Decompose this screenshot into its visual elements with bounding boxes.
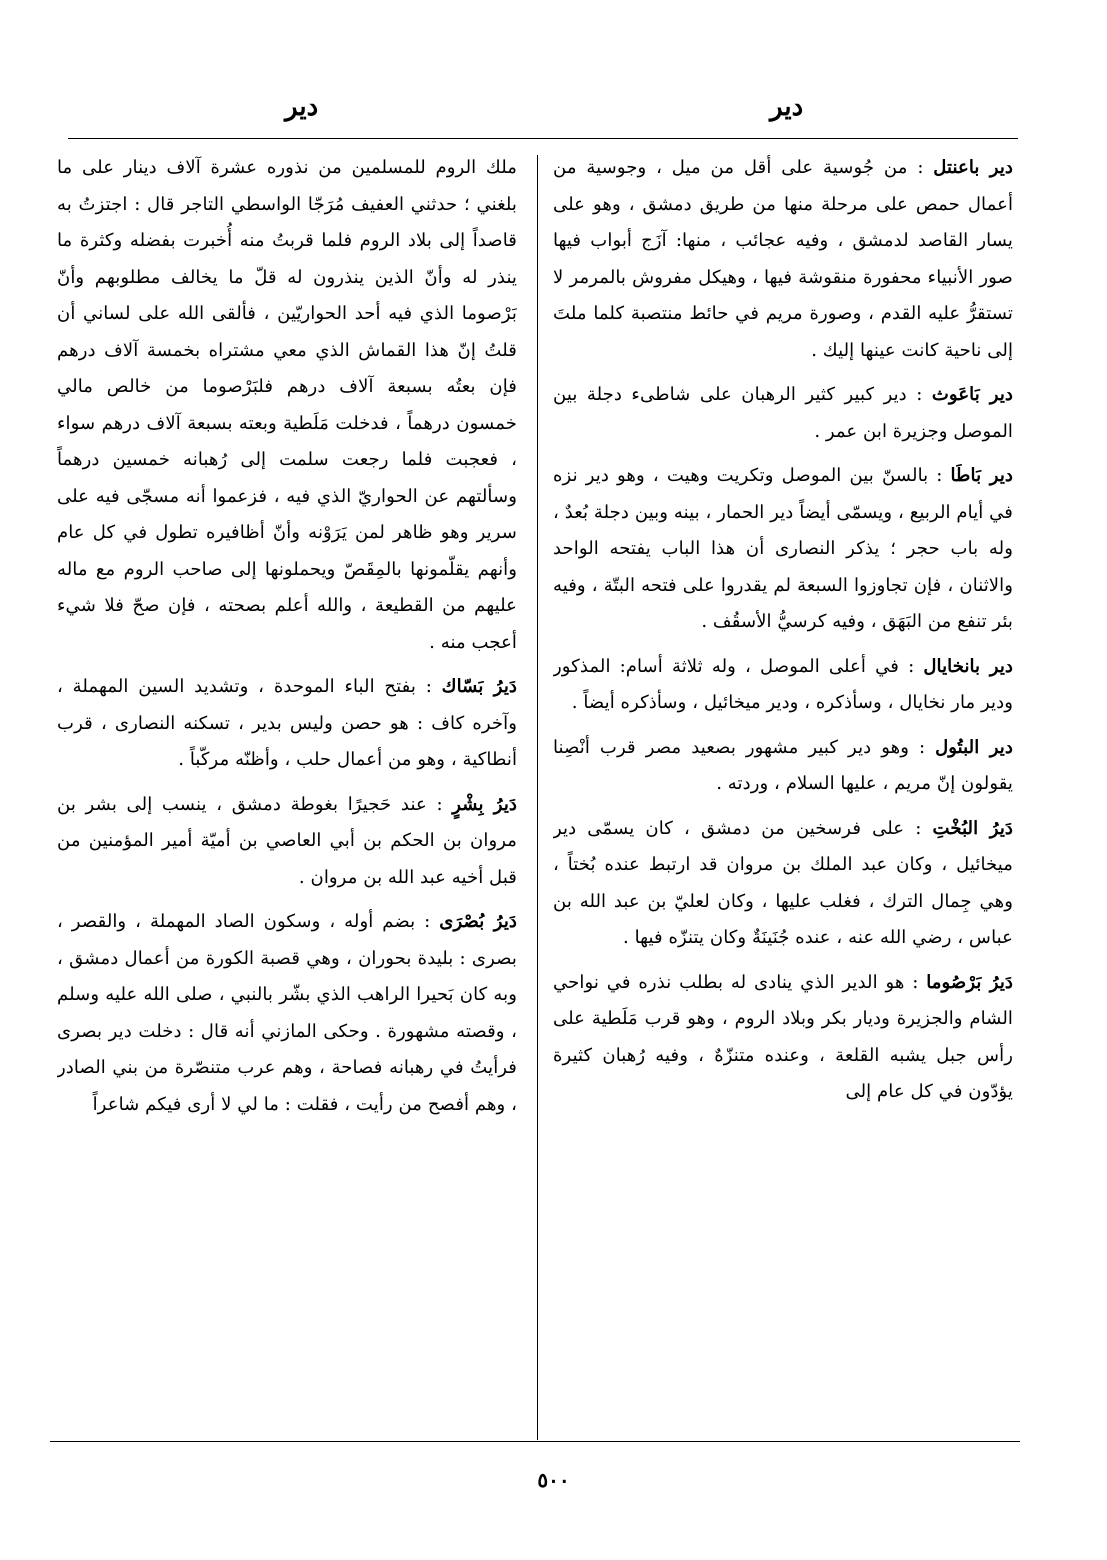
entry-dayr-baawth: [553, 376, 1013, 450]
entry-dayr-banakhayal: [553, 648, 1013, 722]
right-column: [553, 150, 1013, 1435]
entry-text: : في أعلى الموصل ، وله ثلاثة أسام: المذكور ودير مار نخايال ، وسأذكره ، ودير ميخائيل ، وسأذكره أيضاً .: [553, 655, 1013, 713]
bottom-rule: [50, 1441, 1020, 1442]
entry-text: : بضم أوله ، وسكون الصاد المهملة ، والقصر ، بصرى : بليدة بحوران ، وهي قصبة الكورة من أعمال دمشق ، وبه كان بَحيرا الراهب الذي بشّر بالنبي ، صلى الله عليه وسلم ، وقصته مشهورة . وحكى المازني أنه قال : دخلت دير بصرى فرأيتُ في رهبانه فصاحة ، وهم عرب متنصّرة من بني الصادر ، وهم أفصح من رأيت ، فقلت : ما لي لا أرى فيكم شاعراً: [57, 911, 517, 1115]
entry-headword: دَيرُ بَسّاك: [441, 676, 517, 697]
entry-headword: دير بَاطَا: [950, 465, 1013, 486]
entry-headword: دَيرُ بِشْرٍ: [452, 793, 517, 815]
entry-continuation: [57, 150, 517, 661]
entry-text: : من جُوسية على أقل من ميل ، وجوسية من أعمال حمص على مرحلة منها من طريق دمشق ، وهو على يسار القاصد لدمشق ، وفيه عجائب ، منها: آزَج أبواب فيها صور الأنبياء محفورة منقوشة فيها ، وهيكل مفروش بالمرمر لا تستقرُّ عليه القدم ، وصورة مريم في حائط منتصبة كلما ملتَ إلى ناحية كانت عينها إليك .: [553, 157, 1013, 361]
entry-headword: دير بَاعَوث: [931, 384, 1013, 405]
entry-dayr-bassak: [57, 668, 517, 779]
entry-headword: دير بانخايال: [923, 655, 1013, 677]
entry-headword: دَيرُ بُصْرَى: [439, 911, 517, 932]
entry-dayr-bishr: [57, 786, 517, 897]
page-number: ٥٠٠: [537, 1468, 570, 1492]
entry-dayr-busra: [57, 903, 517, 1123]
entry-dayr-bata: [553, 457, 1013, 641]
entry-text: : وهو دير كبير مشهور بصعيد مصر قرب أنْصِنا يقولون إنّ مريم ، عليها السلام ، وردته .: [553, 736, 1013, 794]
entry-headword: دير باعنتل: [933, 157, 1013, 178]
entry-dayr-barsuma: [553, 964, 1013, 1111]
entry-headword: دَيرُ البُخْتِ: [932, 817, 1013, 839]
entry-text: : بالسنّ بين الموصل وتكريت وهيت ، وهو دير نزه في أيام الربيع ، ويسمّى أيضاً دير الحمار ، بينه وبين دجلة بُعدٌ ، وله باب حجر ؛ يذكر النصارى أن هذا الباب يفتحه الواحد والاثنان ، فإن تجاوزوا السبعة لم يقدروا على فتحه البتّة ، وفيه بئر تنفع من البَهَق ، وفيه كرسيُّ الأسقُف .: [553, 465, 1013, 632]
left-column: [57, 150, 517, 1435]
entry-text: : عند حَجيرًا بغوطة دمشق ، ينسب إلى بشر بن مروان بن الحكم بن أبي العاصي بن أميّة أمير المؤمنين من قبل أخيه عبد الله بن مروان .: [57, 793, 517, 888]
entry-text: : هو الدير الذي ينادى له بطلب نذره في نواحي الشام والجزيرة وديار بكر وبلاد الروم ، وهو قرب مَلَطية على رأس جبل يشبه القلعة ، وعنده متنزّهٌ ، وفيه رُهبان كثيرة يؤدّون في كل عام إلى: [553, 971, 1013, 1102]
column-divider: [537, 155, 538, 1440]
entry-dayr-baanatal: [553, 150, 1013, 369]
entry-dayr-albukht: [553, 810, 1013, 957]
entry-headword: دير البتُول: [935, 736, 1013, 758]
entry-text: : على فرسخين من دمشق ، كان يسمّى دير ميخائيل ، وكان عبد الملك بن مروان قد ارتبط عنده بُختاً ، وهي جِمال الترك ، فغلب عليها ، وكان لعليّ بن عبد الله بن عباس ، رضي الله عنه ، عنده جُنَينَةٌ وكان يتنزّه فيها .: [553, 817, 1013, 948]
running-head-left: دير: [285, 92, 319, 122]
top-rule: [68, 138, 1018, 139]
entry-text: : دير كبير كثير الرهبان على شاطىء دجلة بين الموصل وجزيرة ابن عمر .: [553, 384, 1013, 442]
entry-text: ملك الروم للمسلمين من نذوره عشرة آلاف دينار على ما بلغني ؛ حدثني العفيف مُرَجّا الواسطي التاجر قال : اجتزتُ به قاصداً إلى بلاد الروم فلما قربتُ منه أُخبرت بفضله وكثرة ما ينذر له وأنّ الذين ينذرون له قلّ ما يخالف مطلوبهم وأنّ بَرْصوما الذي فيه أحد الحواريّين ، فألقى الله على لساني أن قلتُ إنّ هذا القماش الذي معي مشتراه بخمسة آلاف درهم فإن بعتُه بسبعة آلاف درهم فلبَرْصوما من خالص مالي خمسون درهماً ، فدخلت مَلَطية وبعته بسبعة آلاف درهم سواء ، فعجبت فلما رجعت سلمت إلى رُهبانه خمسين درهماً وسألتهم عن الحواريّ الذي فيه ، فزعموا أنه مسجّى فيه على سرير وهو ظاهر لمن يَرَوْنه وأنّ أظافيره تطول في كل عام وأنهم يقلّمونها بالمِقَصّ ويحملونها إلى صاحب الروم مع ماله عليهم من القطيعة ، والله أعلم بصحته ، فإن صحّ فلا شيء أعجب منه .: [57, 157, 517, 653]
entry-text: : بفتح الباء الموحدة ، وتشديد السين المهملة ، وآخره كاف : هو حصن وليس بدير ، تسكنه النصارى ، قرب أنطاكية ، وهو من أعمال حلب ، وأظنّه مركّباً .: [57, 676, 517, 770]
entry-headword: دَيرُ بَرْصُوما: [926, 971, 1013, 993]
entry-dayr-albatul: [553, 729, 1013, 803]
running-head-right: دير: [770, 92, 804, 122]
